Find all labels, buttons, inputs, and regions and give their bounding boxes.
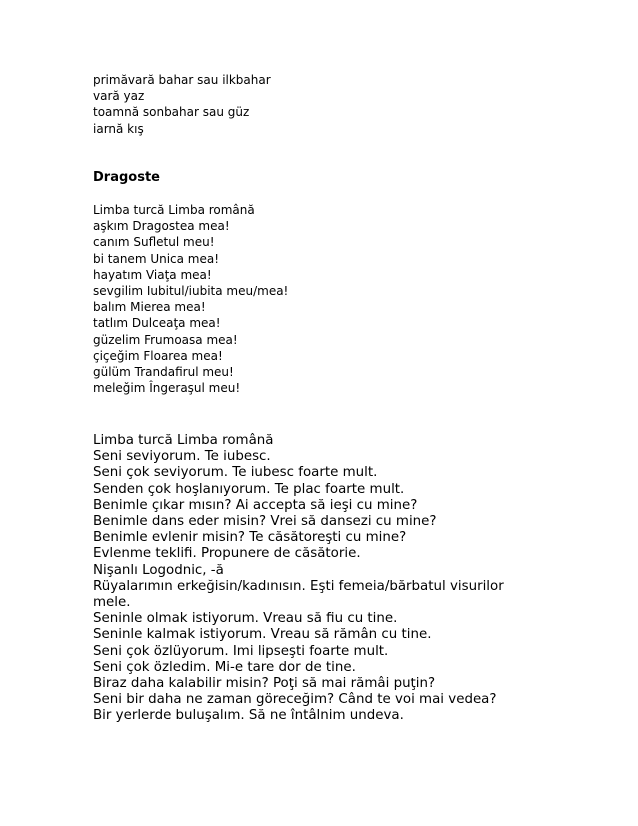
list-item: Senden çok hoşlanıyorum. Te plac foarte mult.: [93, 481, 405, 497]
list-item: Biraz daha kalabilir misin? Poţi să mai rămâi puţin?: [93, 676, 436, 692]
list-item: Bir yerlerde buluşalım. Să ne întâlnim undeva.: [93, 708, 404, 724]
list-item: Limba turcă Limba română: [93, 203, 255, 217]
section-heading: Dragoste: [93, 170, 160, 185]
list-item: hayatım Viaţa mea!: [93, 267, 212, 282]
list-item: Seni çok özledim. Mi-e tare dor de tine.: [93, 659, 356, 675]
list-item: Rüyalarımın erkeğisin/kadınısın. Eşti femeia/bărbatul visurilor mele.: [93, 578, 504, 611]
list-item: tatlım Dulceaţa mea!: [93, 316, 221, 331]
season-line: primăvară bahar sau ilkbahar: [93, 73, 271, 87]
list-item: Seni çok seviyorum. Te iubesc foarte mult.: [93, 465, 378, 481]
list-item: Seni bir daha ne zaman göreceğim? Când te voi mai vedea?: [93, 692, 497, 708]
list-item: güzelim Frumoasa mea!: [93, 332, 238, 347]
season-line: vară yaz: [93, 89, 145, 104]
list-item: Evlenme teklifi. Propunere de căsătorie.: [93, 546, 361, 562]
list-item: çiçeğim Floarea mea!: [93, 348, 223, 363]
terms-of-endearment-list: [93, 202, 288, 396]
list-item: Benimle dans eder misin? Vrei să dansezi cu mine?: [93, 514, 437, 530]
seasons-list: [93, 72, 271, 137]
list-item: Limba turcă Limba română: [93, 433, 274, 448]
list-item: Nişanlı Logodnic, -ă: [93, 562, 224, 578]
list-item: canım Sufletul meu!: [93, 235, 215, 250]
list-item: Seninle olmak istiyorum. Vreau să fiu cu tine.: [93, 611, 398, 627]
season-line: toamnă sonbahar sau güz: [93, 105, 250, 120]
list-item: Seni seviyorum. Te iubesc.: [93, 449, 271, 465]
season-line: iarnă kış: [93, 121, 144, 136]
list-item: Benimle çıkar mısın? Ai accepta să ieşi cu mine?: [93, 497, 418, 513]
list-item: aşkım Dragostea mea!: [93, 219, 230, 234]
list-item: Seni çok özlüyorum. Imi lipseşti foarte mult.: [93, 643, 389, 659]
list-item: gülüm Trandafirul meu!: [93, 365, 234, 380]
list-item: Seninle kalmak istiyorum. Vreau să rămân cu tine.: [93, 627, 432, 643]
list-item: bi tanem Unica mea!: [93, 251, 220, 266]
list-item: sevgilim Iubitul/iubita meu/mea!: [93, 284, 289, 299]
list-item: balım Mierea mea!: [93, 300, 206, 315]
list-item: Benimle evlenir misin? Te căsătoreşti cu mine?: [93, 530, 407, 546]
list-item: meleğim Îngeraşul meu!: [93, 381, 241, 396]
love-phrases-list: [93, 433, 523, 725]
